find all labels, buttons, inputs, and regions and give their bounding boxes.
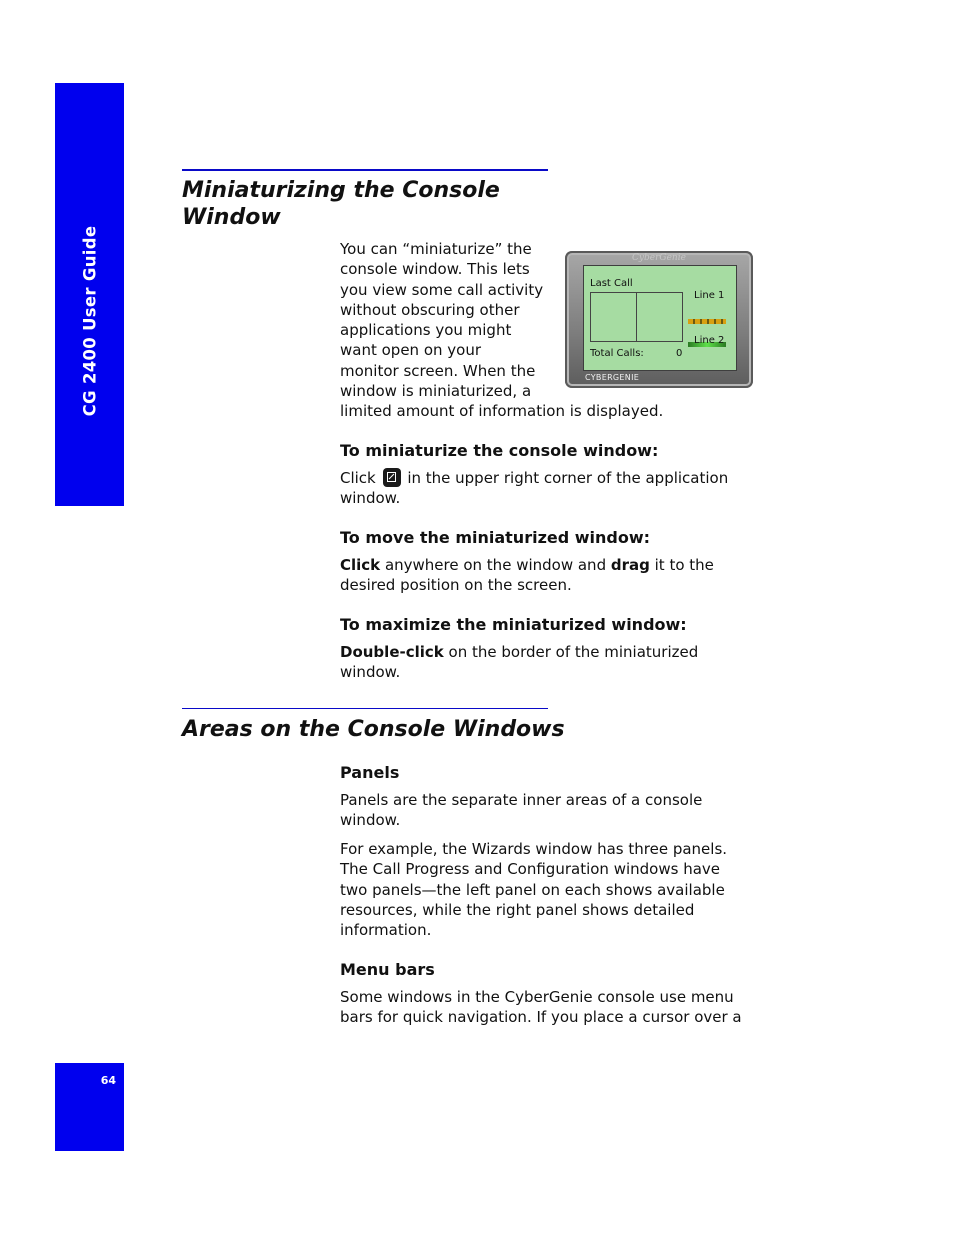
panels-line: information.: [340, 921, 432, 940]
console-brand-bottom: CYBERGENIE: [585, 373, 640, 382]
panels-line: resources, while the right panel shows detailed: [340, 900, 695, 919]
menu-bars-line: bars for quick navigation. If you place a cursor over a: [340, 1008, 742, 1027]
step3-line: window.: [340, 663, 401, 682]
menu-bars-paragraph: [340, 987, 742, 1028]
intro-line: without obscuring other: [340, 300, 520, 319]
step1-line: window.: [340, 489, 401, 508]
intro-line: applications you might: [340, 321, 512, 340]
intro-line: You can “miniaturize” the: [340, 240, 532, 258]
panels-line: window.: [340, 811, 401, 830]
step3-heading: To maximize the miniaturized window:: [340, 615, 687, 634]
page-number-tab: [55, 1063, 124, 1151]
panels-paragraph-1: [340, 790, 702, 831]
step2-heading: To move the miniaturized window:: [340, 528, 651, 547]
line2-label: Line 2: [694, 335, 725, 346]
miniaturized-console-figure: [565, 251, 753, 388]
section-rule-2: [182, 708, 548, 709]
miniaturize-icon: [383, 468, 401, 487]
panels-line: Panels are the separate inner areas of a console: [340, 791, 703, 809]
section-rule-1: [182, 169, 548, 171]
step1-text: [340, 468, 728, 509]
page-number: 64: [100, 1074, 116, 1087]
step2-text: [340, 555, 714, 596]
panels-line: The Call Progress and Configuration windows have: [340, 860, 720, 879]
console-brand-top: CyberGenie: [632, 253, 686, 263]
intro-line: want open on your: [340, 341, 481, 360]
intro-line: monitor screen. When the: [340, 361, 536, 380]
intro-line: limited amount of information is displayed.: [340, 402, 664, 421]
section-title-miniaturizing: Miniaturizing the Console Window: [182, 178, 500, 230]
section-title-areas: Areas on the Console Windows: [182, 717, 565, 742]
last-call-box: [590, 292, 683, 342]
step1-line: Click in the upper right corner of the application: [340, 469, 729, 487]
console-screen: [583, 265, 737, 371]
line1-indicator: [688, 319, 726, 324]
total-calls-value: 0: [676, 348, 683, 359]
last-call-label: Last Call: [590, 278, 633, 289]
panels-line: two panels—the left panel on each shows available: [340, 880, 725, 899]
step1-heading: To miniaturize the console window:: [340, 441, 659, 460]
intro-line: console window. This lets: [340, 260, 530, 279]
intro-line: window is miniaturized, a: [340, 382, 532, 401]
total-calls-label: Total Calls:: [590, 348, 644, 359]
menu-bars-line: Some windows in the CyberGenie console use menu: [340, 988, 734, 1006]
line1-label: Line 1: [694, 290, 725, 301]
panels-heading: Panels: [340, 763, 400, 782]
step3-text: [340, 642, 698, 683]
panels-line: For example, the Wizards window has three panels.: [340, 840, 728, 858]
guide-title: CG 2400 User Guide: [80, 225, 99, 417]
side-tab: [55, 83, 124, 506]
step2-line: Click anywhere on the window and drag it to the: [340, 556, 714, 574]
step3-line: Double-click on the border of the miniaturized: [340, 643, 699, 661]
step2-line: desired position on the screen.: [340, 576, 572, 595]
intro-line: you view some call activity: [340, 280, 544, 299]
panels-paragraph-2: [340, 839, 727, 940]
menu-bars-heading: Menu bars: [340, 960, 435, 979]
